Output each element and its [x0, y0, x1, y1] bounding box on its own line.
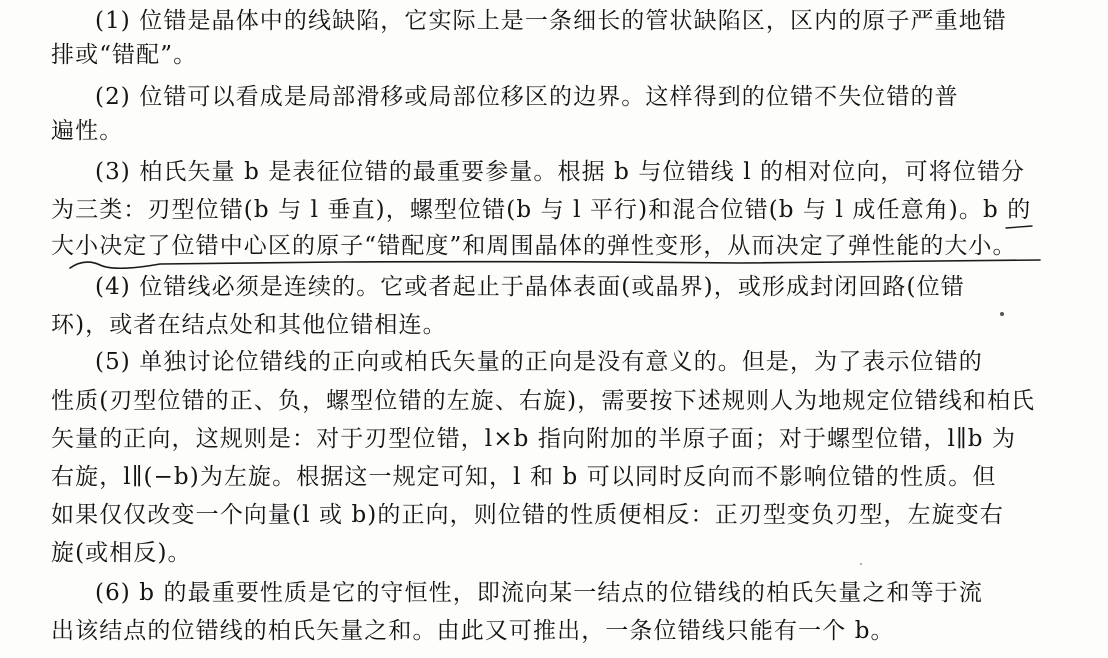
scan-speck — [1000, 312, 1004, 316]
text-line-10: (5) 单独讨论位错线的正向或柏氏矢量的正向是没有意义的。但是，为了表示位错的 — [95, 349, 983, 375]
text-line-12: 矢量的正向，这规则是：对于刃型位错，l×b 指向附加的半原子面；对于螺型位错，l∥b 为 — [51, 426, 1017, 452]
text-line-8: (4) 位错线必须是连续的。它或者起止于晶体表面(或晶界)，或形成封闭回路(位错 — [95, 274, 965, 300]
text-line-11: 性质(刃型位错的正、负，螺型位错的左旋、右旋)，需要按下述规则人为地规定位错线和柏氏 — [51, 388, 1036, 414]
text-line-5: (3) 柏氏矢量 b 是表征位错的最重要参量。根据 b 与位错线 l 的相对位向，可将位错分 — [95, 159, 1026, 185]
text-line-1: (1) 位错是晶体中的线缺陷，它实际上是一条细长的管状缺陷区，区内的原子严重地错 — [95, 8, 1007, 34]
text-line-13: 右旋，l∥(−b)为左旋。根据这一规定可知，l 和 b 可以同时反向而不影响位错的性质。但 — [51, 464, 997, 490]
text-line-16: (6) b 的最重要性质是它的守恒性，即流向某一结点的位错线的柏氏矢量之和等于流 — [95, 580, 983, 606]
scan-speck — [860, 563, 862, 565]
text-line-17: 出该结点的位错线的柏氏矢量之和。由此又可推出，一条位错线只能有一个 b。 — [51, 618, 895, 644]
text-line-7: 大小决定了位错中心区的原子“错配度”和周围晶体的弹性变形，从而决定了弹性能的大小。 — [51, 233, 1017, 259]
text-line-6: 为三类：刃型位错(b 与 l 垂直)，螺型位错(b 与 l 平行)和混合位错(b 与 l 成任意角)。b 的 — [51, 197, 1032, 223]
text-line-9: 环)，或者在结点处和其他位错相连。 — [51, 312, 447, 338]
text-line-15: 旋(或相反)。 — [51, 540, 192, 566]
text-line-4: 遍性。 — [51, 118, 124, 144]
text-line-14: 如果仅仅改变一个向量(l 或 b)的正向，则位错的性质便相反：正刃型变负刃型，左旋变右 — [51, 502, 1004, 528]
text-line-3: (2) 位错可以看成是局部滑移或局部位移区的边界。这样得到的位错不失位错的普 — [95, 84, 959, 110]
text-line-2: 排或“错配”。 — [51, 42, 198, 68]
